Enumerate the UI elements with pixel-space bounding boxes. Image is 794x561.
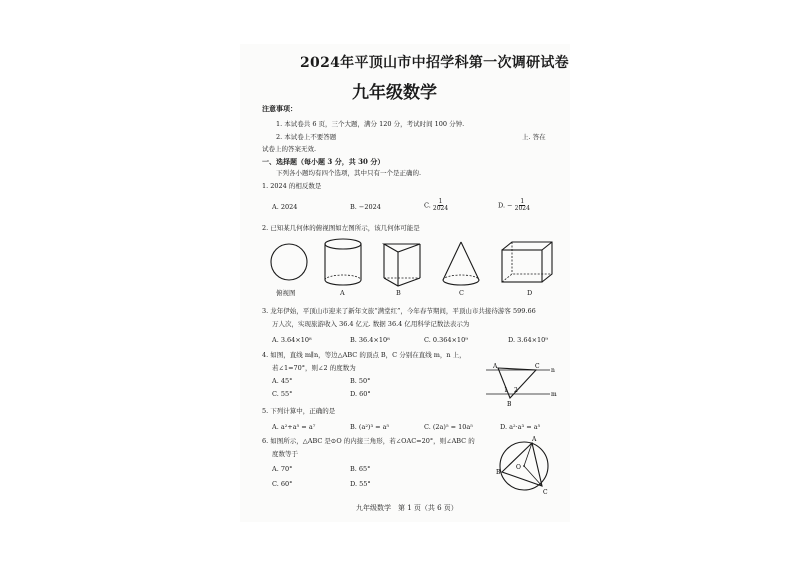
- q1-option-a: A. 2024: [272, 203, 298, 211]
- q6-label-b: B: [496, 469, 501, 476]
- q6-line-2: 度数等于: [272, 450, 298, 458]
- q3-line-2: 万人次，实现旅游收入 36.4 亿元. 数据 36.4 亿用科学记数法表示为: [272, 320, 470, 328]
- q1-stem: 1. 2024 的相反数是: [262, 182, 322, 190]
- q4-option-d: D. 60°: [350, 390, 371, 398]
- q4-option-b: B. 50°: [350, 377, 371, 385]
- q4-label-angle-2: 2: [514, 387, 518, 394]
- exam-subtitle: 九年级数学: [352, 83, 437, 103]
- notes-line-1: 1. 本试卷共 6 页，三个大题，满分 120 分，考试时间 100 分钟.: [276, 120, 465, 128]
- q2-cone: [440, 240, 484, 288]
- q4-option-a: A. 45°: [272, 377, 293, 385]
- notes-line-2-tail: 上. 答在: [522, 133, 546, 141]
- q6-option-c: C. 60°: [272, 480, 293, 488]
- q3-option-a: A. 3.64×10⁸: [272, 336, 312, 344]
- q5-stem: 5. 下列计算中，正确的是: [262, 407, 336, 415]
- section-heading: 一、选择题（每小题 3 分，共 30 分）: [262, 157, 385, 166]
- q2-option-a-label: A: [340, 289, 345, 297]
- q6-option-b: B. 65°: [350, 465, 371, 473]
- q3-option-c: C. 0.364×10⁹: [424, 336, 468, 344]
- q4-option-c: C. 55°: [272, 390, 293, 398]
- q4-label-c: C: [535, 363, 540, 370]
- q3-option-d: D. 3.64×10⁹: [508, 336, 548, 344]
- q5-option-b: B. (a²)³ = a⁵: [350, 423, 390, 431]
- q4-line-2: 若∠1=70°，则∠2 的度数为: [272, 364, 356, 372]
- q6-label-o: O: [516, 464, 521, 471]
- q4-label-m: m: [551, 391, 557, 398]
- q3-option-b: B. 36.4×10⁸: [350, 336, 390, 344]
- exam-title: 2024年平顶山市中招学科第一次调研试卷: [300, 55, 569, 71]
- q3-line-1: 3. 龙年伊始，平顶山市迎来了新年文旅“满堂红”，今年春节期间，平顶山市共接待游客 599.66: [262, 307, 536, 315]
- q1-option-b: B. −2024: [350, 203, 381, 211]
- q5-option-a: A. a²+a⁵ = a⁷: [272, 423, 316, 431]
- q4-label-b: B: [507, 401, 512, 408]
- q6-label-a: A: [532, 436, 537, 443]
- section-instruction: 下列各小题均有四个选项，其中只有一个是正确的.: [276, 169, 422, 177]
- q6-figure: [494, 436, 558, 498]
- notes-line-2: 2. 本试卷上不要答题: [276, 133, 337, 141]
- q4-line-1: 4. 如图，直线 m∥n，等边△ABC 的顶点 B，C 分别在直线 m，n 上，: [262, 351, 466, 359]
- q4-label-angle-1: 1: [504, 387, 508, 394]
- q1-option-d: D. − $\frac{1}{2024}$: [498, 198, 530, 212]
- q4-label-a: A: [493, 363, 498, 370]
- q6-option-d: D. 55°: [350, 480, 371, 488]
- q2-cuboid: [500, 240, 556, 288]
- q6-option-a: A. 70°: [272, 465, 293, 473]
- q2-top-view-circle: [268, 242, 312, 286]
- q2-cylinder: [322, 238, 366, 288]
- q6-line-1: 6. 如图所示，△ABC 是⊙O 的内接三角形，若∠OAC=20°，则∠ABC 的: [262, 437, 475, 445]
- q2-option-b-label: B: [396, 289, 401, 297]
- notes-heading: 注意事项：: [262, 104, 297, 113]
- q4-label-n: n: [551, 367, 555, 374]
- q2-option-c-label: C: [459, 289, 464, 297]
- notes-line-3: 试卷上的答案无效.: [262, 145, 317, 153]
- q2-option-d-label: D: [527, 289, 533, 297]
- q4-figure: [484, 356, 556, 408]
- page-footer: 九年级数学 第 1 页（共 6 页）: [356, 504, 458, 512]
- q5-option-d: D. a²·a³ = a⁵: [500, 423, 541, 431]
- q5-option-c: C. (2a)⁵ = 10a⁵: [424, 423, 473, 431]
- q2-triangular-prism: [380, 238, 428, 290]
- q1-option-c: C. $\frac{1}{2024}$: [424, 198, 449, 212]
- q6-label-c: C: [543, 489, 548, 496]
- q2-stem: 2. 已知某几何体的俯视图如左图所示，该几何体可能是: [262, 224, 420, 232]
- q2-top-view-label: 俯视图: [276, 289, 296, 297]
